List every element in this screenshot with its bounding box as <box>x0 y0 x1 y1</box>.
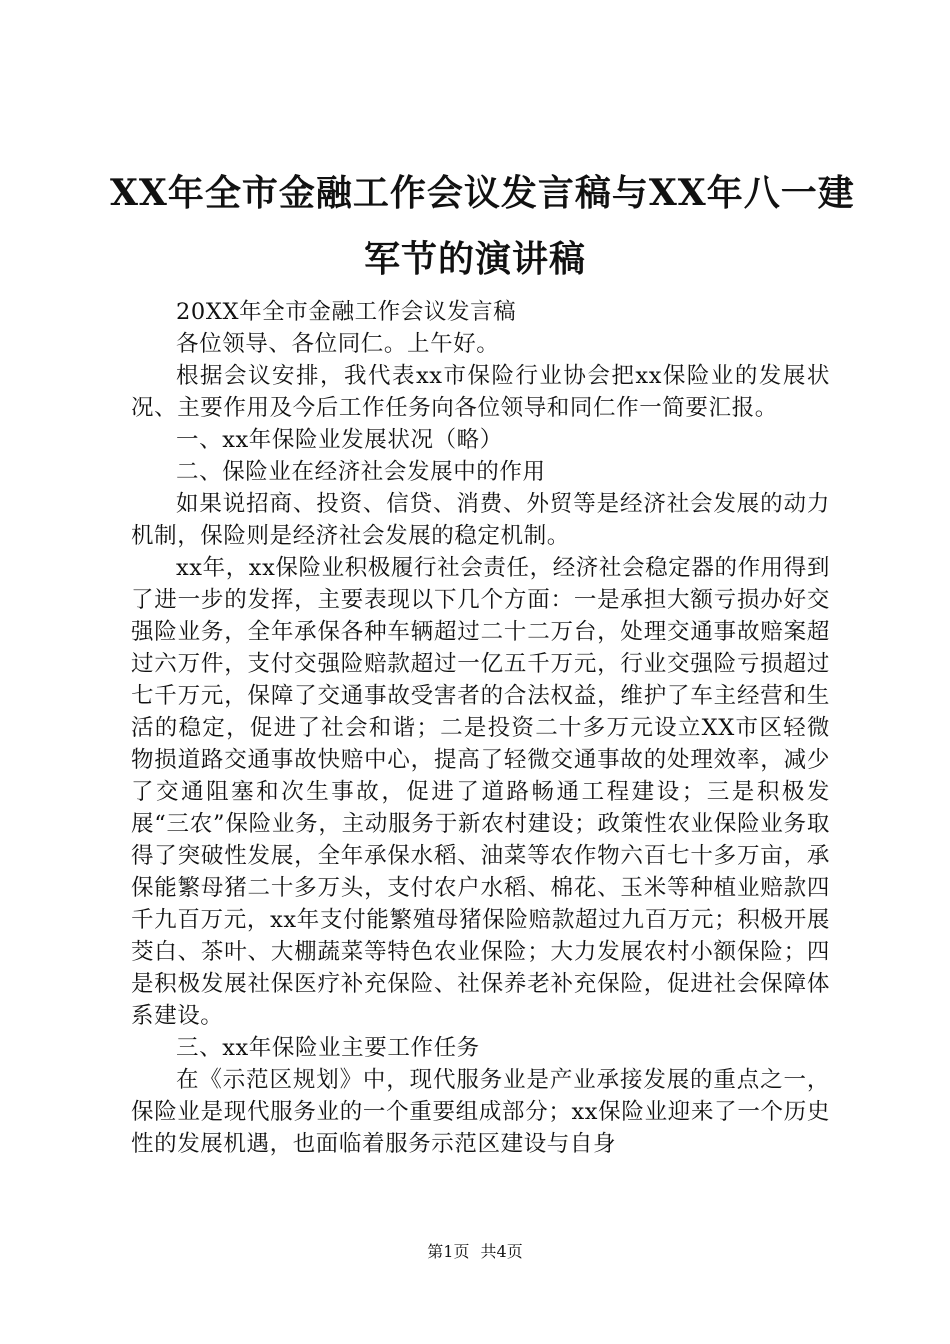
page-footer <box>0 1242 950 1262</box>
paragraph-greeting: 各位领导、各位同仁。上午好。 <box>176 331 500 357</box>
page-total: 共4页 <box>480 1242 523 1261</box>
page-number: 第1页 <box>427 1242 470 1261</box>
paragraph: 如果说招商、投资、信贷、消费、外贸等是经济社会发展的动力机制，保险则是经济社会发展的稳定机制。 <box>131 491 830 549</box>
title-line-1: XX年全市金融工作会议发言稿与XX年八一建 <box>110 172 855 214</box>
section-heading: 二、保险业在经济社会发展中的作用 <box>176 459 546 485</box>
paragraph: 根据会议安排，我代表xx市保险行业协会把xx保险业的发展状况、主要作用及今后工作任务向各位领导和同仁作一简要汇报。 <box>131 363 830 421</box>
paragraph-heading: 20XX年全市金融工作会议发言稿 <box>176 299 517 325</box>
document-title <box>110 160 855 292</box>
paragraph: xx年，xx保险业积极履行社会责任，经济社会稳定器的作用得到了进一步的发挥，主要表现以下几个方面：一是承担大额亏损办好交强险业务，全年承保各种车辆超过二十二万台，处理交通事故赔案超过六万件，支付交强险赔款超过一亿五千万元，行业交强险亏损超过七千万元，保障了交通事故受害者的合法权益，维护了车主经营和生活的稳定，促进了社会和谐；二是投资二十多万元设立XX市区轻微物损道路交通事故快赔中心，提高了轻微交通事故的处理效率，减少了交通阻塞和次生事故，促进了道路畅通工程建设；三是积极发展“三农”保险业务，主动服务于新农村建设；政策性农业保险业务取得了突破性发展，全年承保水稻、油菜等农作物六百七十多万亩，承保能繁母猪二十多万头，支付农户水稻、棉花、玉米等种植业赔款四千九百万元，xx年支付能繁殖母猪保险赔款超过九百万元；积极开展茭白、茶叶、大棚蔬菜等特色农业保险；大力发展农村小额保险；四是积极发展社保医疗补充保险、社保养老补充保险，促进社会保障体系建设。 <box>131 555 830 1029</box>
paragraph: 在《示范区规划》中，现代服务业是产业承接发展的重点之一，保险业是现代服务业的一个重要组成部分；xx保险业迎来了一个历史性的发展机遇，也面临着服务示范区建设与自身 <box>131 1067 830 1157</box>
section-heading: 三、xx年保险业主要工作任务 <box>176 1035 480 1061</box>
title-line-2: 军节的演讲稿 <box>363 238 586 280</box>
section-heading: 一、xx年保险业发展状况（略） <box>176 427 503 453</box>
document-body <box>131 296 830 1160</box>
